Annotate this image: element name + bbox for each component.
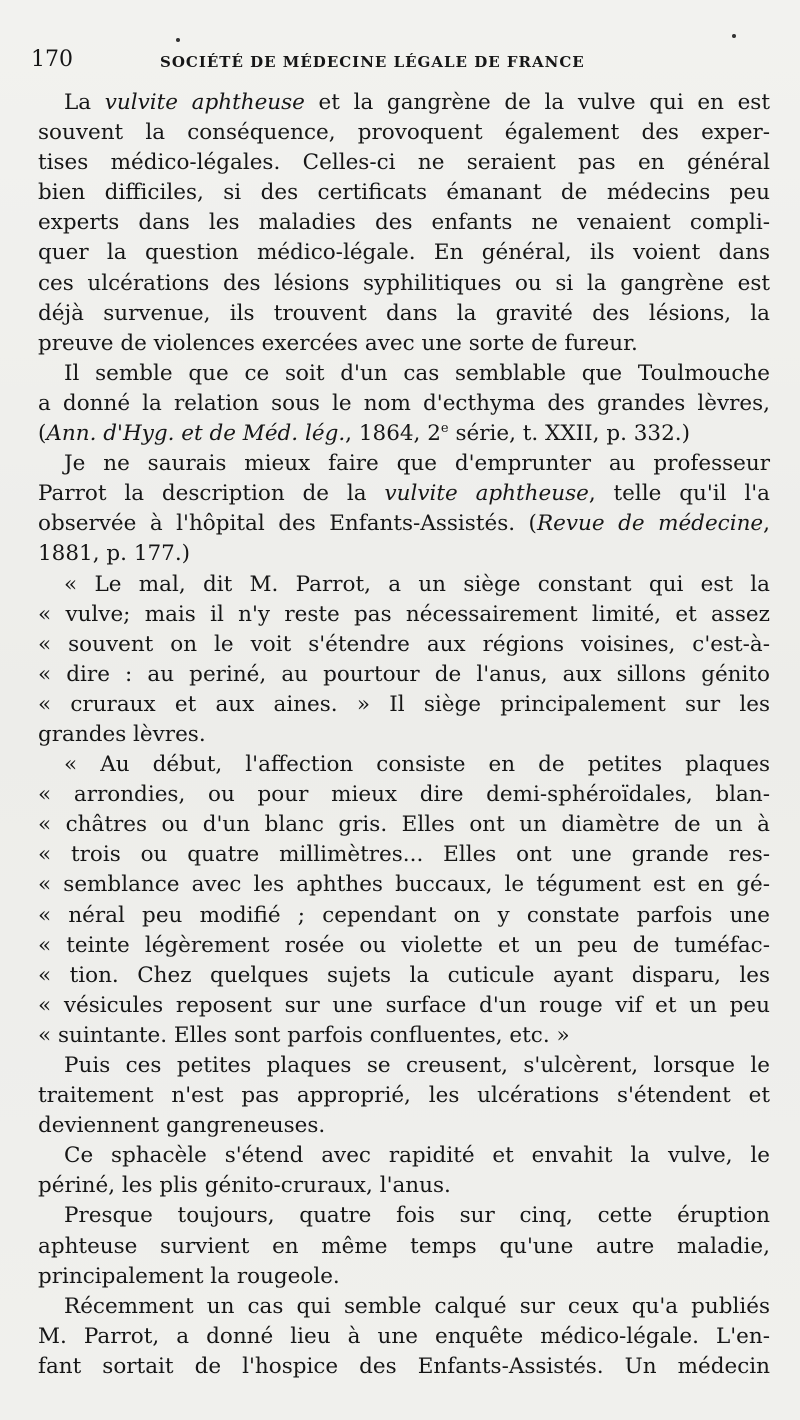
- text-line: « Au début, l'affection consiste en de petites plaques: [64, 752, 770, 778]
- text-line: bien difficiles, si des certificats émanant de médecins peu: [38, 180, 770, 206]
- text-line: « néral peu modifié ; cependant on y constate parfois une: [38, 902, 770, 928]
- paragraph: [38, 88, 770, 359]
- quotation: [38, 750, 770, 1051]
- text-line: a donné la relation sous le nom d'ecthyma des grandes lèvres,: [38, 390, 770, 416]
- text-line: souvent la conséquence, provoquent également des exper-: [38, 120, 770, 146]
- text-line: « vésicules reposent sur une surface d'un rouge vif et un peu: [38, 992, 770, 1018]
- body-text: [38, 88, 770, 1382]
- print-speck: [176, 38, 180, 42]
- text-line: « tion. Chez quelques sujets la cuticule ayant disparu, les: [38, 962, 770, 988]
- paragraph: [38, 1201, 770, 1291]
- text-line: « Le mal, dit M. Parrot, a un siège constant qui est la: [64, 571, 770, 597]
- paragraph: [38, 359, 770, 449]
- text-line: experts dans les maladies des enfants ne venaient compli-: [38, 210, 770, 236]
- text-line: Récemment un cas qui semble calqué sur ceux qu'a publiés: [64, 1293, 770, 1319]
- text-line: 1881, p. 177.): [38, 541, 191, 567]
- text-line: « vulve; mais il n'y reste pas nécessairement limité, et assez: [38, 601, 770, 627]
- text-line: (Ann. d'Hyg. et de Méd. lég., 1864, 2e série, t. XXII, p. 332.): [38, 420, 691, 447]
- text-line: deviennent gangreneuses.: [38, 1113, 326, 1139]
- text-line: Presque toujours, quatre fois sur cinq, cette éruption: [64, 1203, 770, 1229]
- running-title: SOCIÉTÉ DE MÉDECINE LÉGALE DE FRANCE: [160, 53, 585, 71]
- text-line: « trois ou quatre millimètres... Elles ont une grande res-: [38, 842, 770, 868]
- text-line: périné, les plis génito-cruraux, l'anus.: [38, 1173, 451, 1199]
- text-line: Je ne saurais mieux faire que d'emprunter au professeur: [64, 451, 770, 477]
- page-number: 170: [31, 47, 73, 72]
- text-line: observée à l'hôpital des Enfants-Assistés. (Revue de médecine,: [38, 511, 770, 537]
- text-line: traitement n'est pas approprié, les ulcérations s'étendent et: [38, 1083, 770, 1109]
- text-line: « cruraux et aux aines. » Il siège principalement sur les: [38, 691, 770, 717]
- text-line: principalement la rougeole.: [38, 1263, 340, 1289]
- text-line: Ce sphacèle s'étend avec rapidité et envahit la vulve, le: [64, 1143, 770, 1169]
- text-line: « suintante. Elles sont parfois confluentes, etc. »: [38, 1022, 570, 1048]
- text-line: « dire : au periné, au pourtour de l'anus, aux sillons génito: [38, 661, 770, 687]
- paragraph: [38, 1141, 770, 1201]
- quotation: [38, 570, 770, 751]
- text-line: Puis ces petites plaques se creusent, s'ulcèrent, lorsque le: [64, 1053, 770, 1078]
- text-line: Parrot la description de la vulvite aphtheuse, telle qu'il l'a: [38, 481, 770, 507]
- text-line: « châtres ou d'un blanc gris. Elles ont un diamètre de un à: [38, 812, 770, 838]
- text-line: « semblance avec les aphthes buccaux, le tégument est en gé-: [38, 872, 770, 898]
- text-line: fant sortait de l'hospice des Enfants-Assistés. Un médecin: [38, 1353, 770, 1379]
- text-line: La vulvite aphtheuse et la gangrène de la vulve qui en est: [64, 90, 770, 115]
- text-line: grandes lèvres.: [38, 721, 206, 747]
- text-line: ces ulcérations des lésions syphilitiques ou si la gangrène est: [38, 270, 770, 296]
- text-line: déjà survenue, ils trouvent dans la gravité des lésions, la: [38, 300, 770, 326]
- text-line: aphteuse survient en même temps qu'une autre maladie,: [38, 1233, 770, 1259]
- paragraph: [38, 449, 770, 569]
- text-line: « arrondies, ou pour mieux dire demi-sphéroïdales, blan-: [38, 782, 770, 808]
- text-line: preuve de violences exercées avec une sorte de fureur.: [38, 330, 638, 356]
- text-line: quer la question médico-légale. En général, ils voient dans: [38, 240, 770, 266]
- text-line: « teinte légèrement rosée ou violette et un peu de tuméfac-: [38, 932, 770, 958]
- text-line: Il semble que ce soit d'un cas semblable que Toulmouche: [64, 360, 770, 386]
- text-line: tises médico-légales. Celles-ci ne seraient pas en général: [38, 150, 770, 176]
- text-line: M. Parrot, a donné lieu à une enquête médico-légale. L'en-: [38, 1323, 770, 1349]
- paragraph: [38, 1292, 770, 1382]
- text-line: « souvent on le voit s'étendre aux régions voisines, c'est-à-: [38, 631, 770, 657]
- paragraph: [38, 1051, 770, 1141]
- print-speck: [732, 34, 736, 38]
